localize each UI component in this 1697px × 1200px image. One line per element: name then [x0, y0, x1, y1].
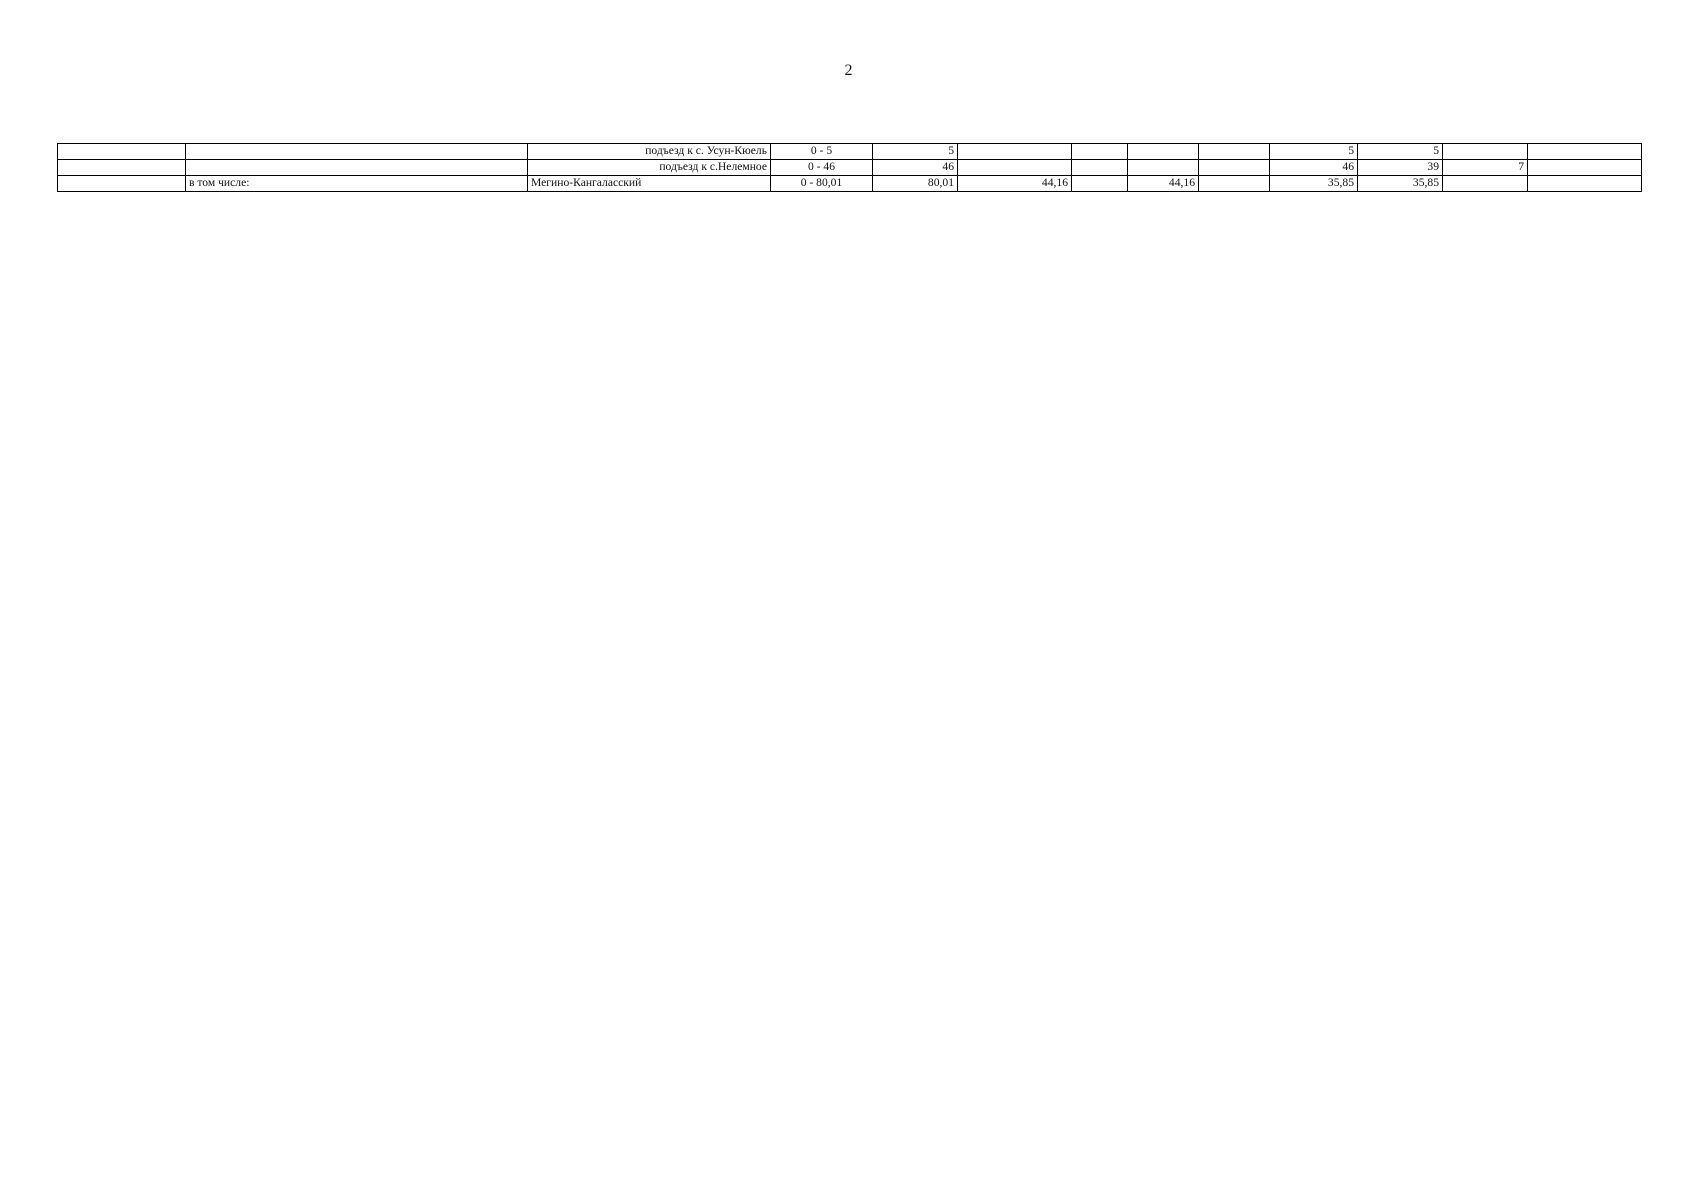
transitional-cell: 5	[1270, 144, 1358, 160]
hard-surface-cell	[958, 160, 1072, 176]
road-name-cell	[186, 160, 528, 176]
road-id-cell	[58, 176, 186, 192]
asphalt-concrete-cell	[1128, 144, 1199, 160]
road-id-cell	[58, 160, 186, 176]
soil-cell	[1443, 176, 1528, 192]
page-number: 2	[844, 62, 853, 79]
soil-cell	[1443, 144, 1528, 160]
table-row	[58, 144, 1642, 160]
district-cell: подъезд к с. Усун-Кюель	[528, 144, 771, 160]
gravel-cell: 35,85	[1358, 176, 1443, 192]
district-cell: подъезд к с.Нелемное	[528, 160, 771, 176]
asphalt-concrete-cell	[1128, 160, 1199, 176]
hard-surface-cell: 44,16	[958, 176, 1072, 192]
table-row	[58, 176, 1642, 192]
road-name-cell: в том числе:	[186, 176, 528, 192]
cement-concrete-cell	[1072, 176, 1128, 192]
district-cell: Мегино-Кангаласский	[528, 176, 771, 192]
bypass-cell	[1528, 176, 1642, 192]
cement-concrete-cell	[1072, 144, 1128, 160]
total-length-cell: 46	[873, 160, 958, 176]
improved-cell	[1199, 160, 1270, 176]
total-length-cell: 5	[873, 144, 958, 160]
roads-register-table	[57, 143, 1642, 192]
improved-cell	[1199, 144, 1270, 160]
transitional-cell: 35,85	[1270, 176, 1358, 192]
transitional-cell: 46	[1270, 160, 1358, 176]
table-row	[58, 160, 1642, 176]
road-id-cell	[58, 144, 186, 160]
km-range-cell: 0 - 80,01	[771, 176, 873, 192]
gravel-cell: 39	[1358, 160, 1443, 176]
bypass-cell	[1528, 144, 1642, 160]
cement-concrete-cell	[1072, 160, 1128, 176]
hard-surface-cell	[958, 144, 1072, 160]
total-length-cell: 80,01	[873, 176, 958, 192]
bypass-cell	[1528, 160, 1642, 176]
km-range-cell: 0 - 5	[771, 144, 873, 160]
soil-cell: 7	[1443, 160, 1528, 176]
road-name-cell	[186, 144, 528, 160]
gravel-cell: 5	[1358, 144, 1443, 160]
km-range-cell: 0 - 46	[771, 160, 873, 176]
asphalt-concrete-cell: 44,16	[1128, 176, 1199, 192]
improved-cell	[1199, 176, 1270, 192]
